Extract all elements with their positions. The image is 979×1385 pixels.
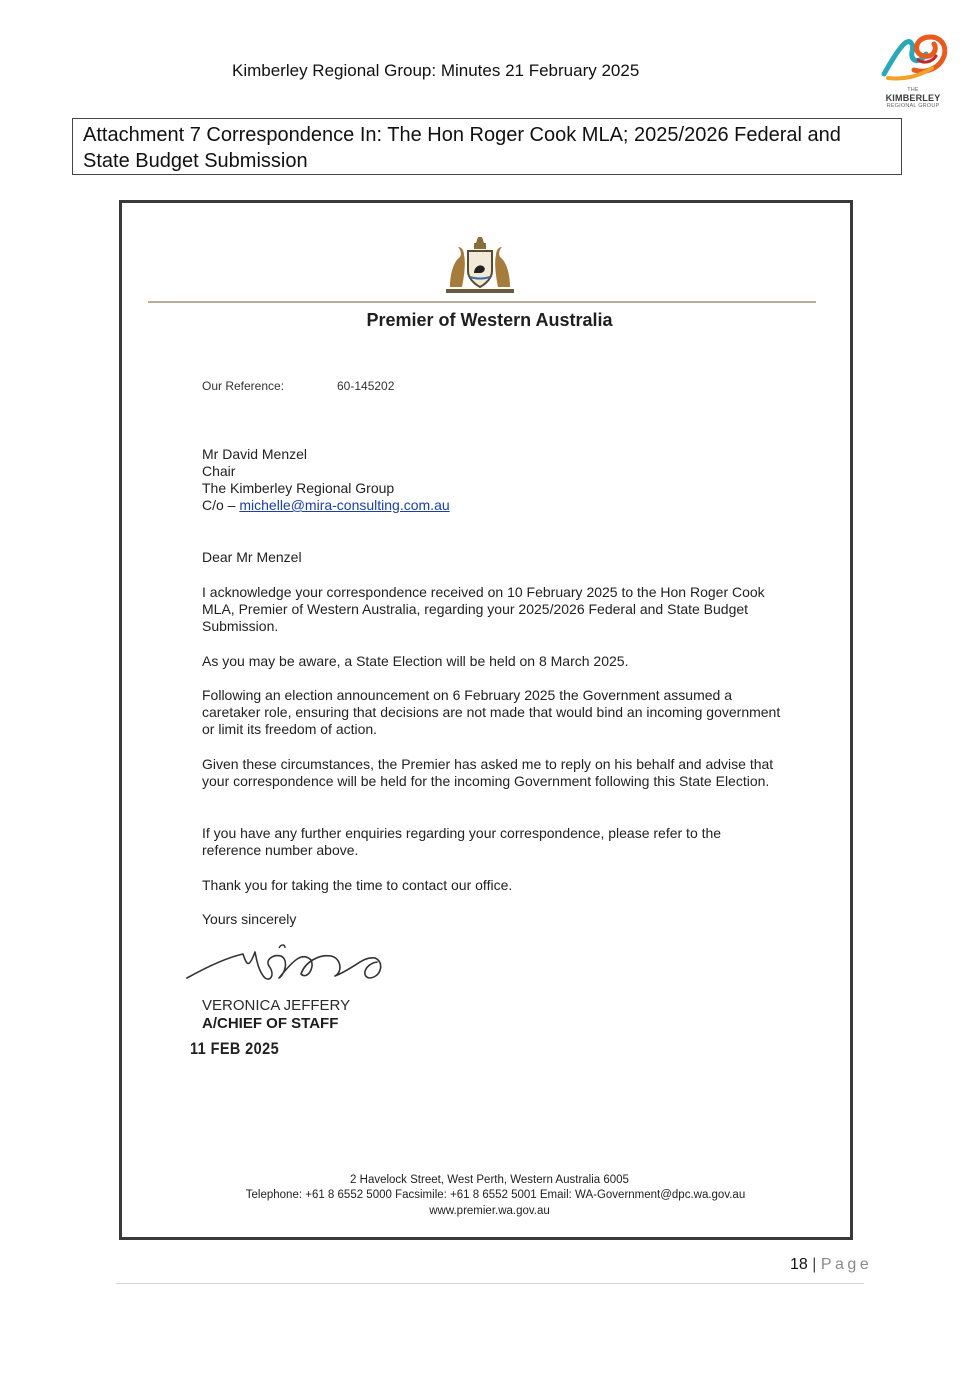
page-number xyxy=(790,1256,872,1274)
reference-value: 60-145202 xyxy=(337,379,395,393)
recipient-email-link[interactable]: michelle@mira-consulting.com.au xyxy=(239,497,450,513)
letter-footer-address: 2 Havelock Street, West Perth, Western Australia 6005 xyxy=(350,1174,629,1186)
letter-paragraph-acknowledgement: I acknowledge your correspondence received on 10 February 2025 to the Hon Roger Cook MLA, Premier of Western Australia, regarding your 2025/2026 Federal and State Budget Submission. xyxy=(202,584,765,634)
letter-paragraph-enquiries: If you have any further enquiries regarding your correspondence, please refer to the reference number above. xyxy=(202,825,722,858)
kimberley-regional-group-logo xyxy=(874,30,954,110)
letter-paragraph-caretaker: Following an election announcement on 6 February 2025 the Government assumed a caretaker role, ensuring that decisions are not made that would bind an incoming government or limit its freedom of action. xyxy=(202,687,781,737)
logo-text-the: THE xyxy=(907,87,919,93)
signature-icon xyxy=(185,938,395,994)
recipient-organisation: The Kimberley Regional Group xyxy=(202,480,395,496)
handwritten-signature xyxy=(185,938,395,994)
recipient-position: Chair xyxy=(202,463,236,479)
salutation: Dear Mr Menzel xyxy=(202,549,302,565)
logo-text-kimberley: KIMBERLEY xyxy=(885,93,941,103)
letter-footer-contact: Telephone: +61 8 6552 5000 Facsimile: +61 8 6552 5001 Email: WA-Government@dpc.wa.gov.au xyxy=(245,1189,746,1201)
closing: Yours sincerely xyxy=(202,911,297,927)
letter-paragraph-thanks: Thank you for taking the time to contact our office. xyxy=(202,877,513,893)
crest-icon xyxy=(440,233,520,297)
document-header-title: Kimberley Regional Group: Minutes 21 February 2025 xyxy=(232,61,640,80)
recipient-name: Mr David Menzel xyxy=(202,446,308,462)
letterhead-title: Premier of Western Australia xyxy=(366,310,613,330)
wa-coat-of-arms-crest xyxy=(440,233,520,297)
letter-paragraph-election: As you may be aware, a State Election will be held on 8 March 2025. xyxy=(202,653,629,669)
letterhead-rule xyxy=(148,301,816,303)
recipient-care-of xyxy=(202,497,450,514)
letter-footer-website: www.premier.wa.gov.au xyxy=(429,1205,550,1217)
page-word: Page xyxy=(820,1256,873,1273)
page-number-separator: | xyxy=(807,1256,821,1273)
signer-title: A/CHIEF OF STAFF xyxy=(202,1015,339,1032)
page-footer-rule xyxy=(116,1283,864,1284)
logo-swirl-icon xyxy=(874,30,954,88)
attachment-title-line2: State Budget Submission xyxy=(83,150,308,172)
signer-name: VERONICA JEFFERY xyxy=(202,997,351,1014)
page-number-value: 18 xyxy=(790,1256,808,1273)
logo-text-regional-group: REGIONAL GROUP xyxy=(886,103,940,109)
attachment-title-box xyxy=(72,118,902,175)
attachment-title-line1: Attachment 7 Correspondence In: The Hon Roger Cook MLA; 2025/2026 Federal and xyxy=(83,124,841,146)
reference-label: Our Reference: xyxy=(202,379,285,393)
recipient-address-block xyxy=(202,446,450,514)
care-of-prefix: C/o – xyxy=(202,497,240,513)
letter-paragraph-circumstances: Given these circumstances, the Premier has asked me to reply on his behalf and advise that your correspondence will be held for the incoming Government following this State Election. xyxy=(202,756,774,789)
date-stamp: 11 FEB 2025 xyxy=(190,1039,280,1058)
